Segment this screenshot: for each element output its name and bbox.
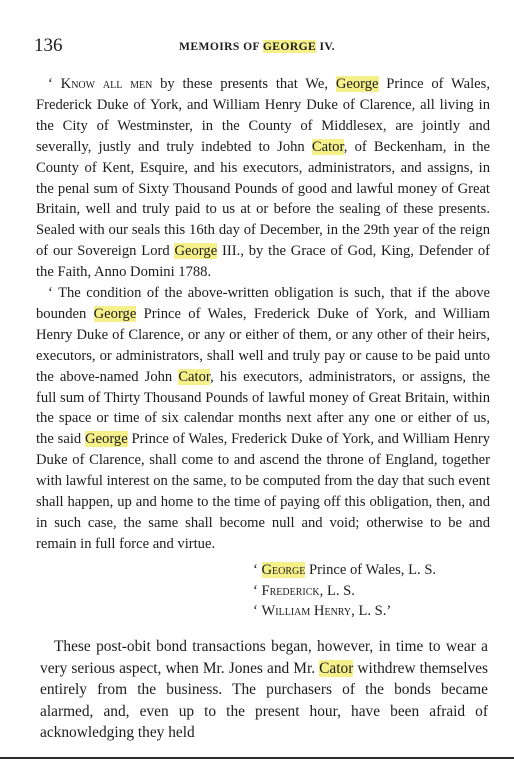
search-highlight: Cator [311, 138, 344, 155]
search-highlight: George [261, 562, 306, 578]
signature-line [253, 601, 493, 622]
text-run: Prince of Wales, L. S. [305, 562, 437, 578]
text-run: , L. S.’ [351, 603, 392, 619]
text-run: III., by the Grace of God, King, Defender of the Faith, Anno Domini 1788. [36, 243, 490, 281]
page-header [34, 36, 482, 56]
narrative-paragraph [40, 636, 488, 744]
search-highlight: George [93, 305, 137, 322]
search-highlight: Cator [178, 368, 211, 385]
small-caps-run: Know all men [60, 76, 153, 92]
text-run: withdrew themselves entirely from the business. The purchasers of the bonds became alarmed, and, even up to the present hour, have been afraid of acknowledging they held [40, 659, 489, 742]
text-run: ‘ The condition of the above-written obligation is such, that if the above bounden [36, 285, 490, 322]
text-run: , his executors, administrators, or assigns, the full sum of Thirty Thousand Pounds of lawful money of Great Britain, within the space or time of six calendar months next after any one or either of us, the said [36, 368, 490, 448]
text-run: ‘ [48, 76, 61, 92]
running-title [179, 40, 335, 54]
search-highlight: Cator [319, 659, 354, 677]
running-title-suffix: IV. [316, 40, 335, 53]
small-caps-run: Frederick [261, 582, 320, 599]
text-run: These post-obit bond transactions began, however, in time to wear a very serious aspect, when Mr. Jones and Mr. [40, 638, 488, 677]
text-run: Prince of Wales, Frederick Duke of York, and William Henry Duke of Clarence, all living in the City of Westminster, in the County of Middlesex, are jointly and severally, justly and truly indebted to John [36, 76, 490, 155]
condition-paragraph [36, 283, 490, 555]
search-highlight: George [174, 243, 218, 260]
text-run: by these presents that We, [152, 76, 336, 92]
search-highlight: George [335, 76, 379, 92]
text-run: ‘ [253, 562, 262, 578]
running-title-prefix: MEMOIRS OF [179, 40, 263, 53]
text-run: Prince of Wales, Frederick Duke of York, and William Henry Duke of Clarence, or any or either of them, or any other of their heirs, executors, or administrators, shall well and truly pay or cause to be paid unto the above-named John [36, 305, 490, 385]
search-highlight: George [85, 431, 128, 448]
bond-paragraph [36, 74, 490, 283]
signature-block [253, 560, 493, 622]
text-run: ‘ [253, 603, 262, 619]
page-number: 136 [34, 35, 63, 56]
small-caps-run: William Henry [261, 603, 352, 619]
text-run: ‘ [253, 582, 262, 599]
page-bottom-rule [0, 757, 514, 759]
search-highlight: GEORGE [262, 40, 317, 53]
signature-line [253, 560, 493, 581]
signature-line [253, 581, 493, 602]
text-run: , L. S. [319, 582, 355, 599]
text-run: Prince of Wales, Frederick Duke of York, and William Henry Duke of Clarence, shall come to and ascend the throne of England, together with lawful interest on the same, to be computed from the day that such event shall happen, up and home to the time of paying off this obligation, then, and in such case, the same shall become null and void; otherwise to be and remain in full force and virtue. [36, 431, 490, 552]
text-run: , of Beckenham, in the County of Kent, Esquire, and his executors, administrators, and assigns, in the penal sum of Sixty Thousand Pounds of good and lawful money of Great Britain, well and truly paid to us at or before the sealing of these presents. Sealed with our seals this 16th day of December, in the 29th year of the reign of our Sovereign Lord [36, 138, 490, 260]
